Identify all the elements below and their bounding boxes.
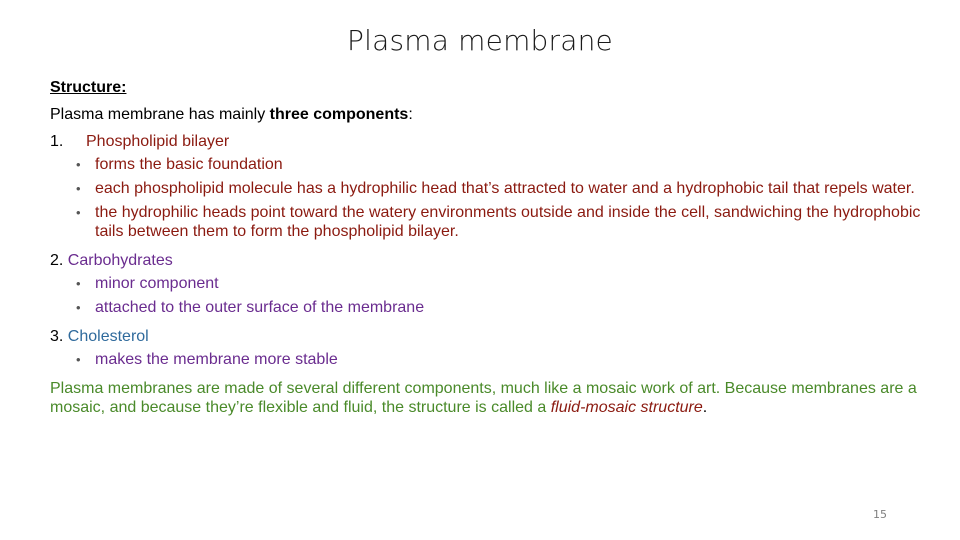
summary-end: . <box>702 399 708 416</box>
bullet-item: • each phospholipid molecule has a hydrophilic head that’s attracted to water and a hydrophobic tail that repels water. <box>76 180 915 197</box>
component-item-cholesterol <box>50 327 930 369</box>
bullet-item: • attached to the outer surface of the membrane <box>76 299 425 316</box>
bullet-item: • the hydrophilic heads point toward the watery environments outside and inside the cell, sandwiching the hydrophobic tails between them to form the phospholipid bilayer. <box>76 204 921 240</box>
intro-text <box>50 105 930 124</box>
bullet-item: • makes the membrane more stable <box>76 351 338 368</box>
bullet-icon: • <box>76 276 81 291</box>
intro-bold: three components <box>269 106 409 123</box>
bullet-icon: • <box>76 157 81 172</box>
intro-suffix: : <box>408 106 413 123</box>
bullet-icon: • <box>76 300 81 315</box>
item-label: Carbohydrates <box>67 252 173 269</box>
summary-text: Plasma membranes are made of several different components, much like a mosaic work of art. Because membranes are a mosaic, and because they’re flexible and fluid, the structure is called a <box>50 380 917 416</box>
bullet-icon: • <box>76 352 81 367</box>
slide-title: Plasma membrane <box>347 24 613 57</box>
summary-paragraph <box>50 379 930 417</box>
item-number: 2. <box>50 252 64 269</box>
item-number: 1. <box>50 133 64 150</box>
item-number: 3. <box>50 328 64 345</box>
structure-heading: Structure: <box>50 79 127 96</box>
bullet-list <box>50 155 930 241</box>
bullet-list <box>50 274 930 317</box>
item-label: Phospholipid bilayer <box>86 133 230 150</box>
intro-prefix: Plasma membrane has mainly <box>50 106 270 123</box>
bullet-icon: • <box>76 205 81 220</box>
item-label: Cholesterol <box>67 328 149 345</box>
component-item-carbohydrates <box>50 251 930 317</box>
component-item-phospholipid <box>50 132 930 241</box>
bullet-list <box>50 350 930 369</box>
bullet-icon: • <box>76 181 81 196</box>
summary-emphasis: fluid-mosaic structure <box>550 399 703 416</box>
page-number: 15 <box>873 508 887 521</box>
slide-content <box>50 78 930 417</box>
bullet-item: • forms the basic foundation <box>76 156 283 173</box>
bullet-item: • minor component <box>76 275 219 292</box>
